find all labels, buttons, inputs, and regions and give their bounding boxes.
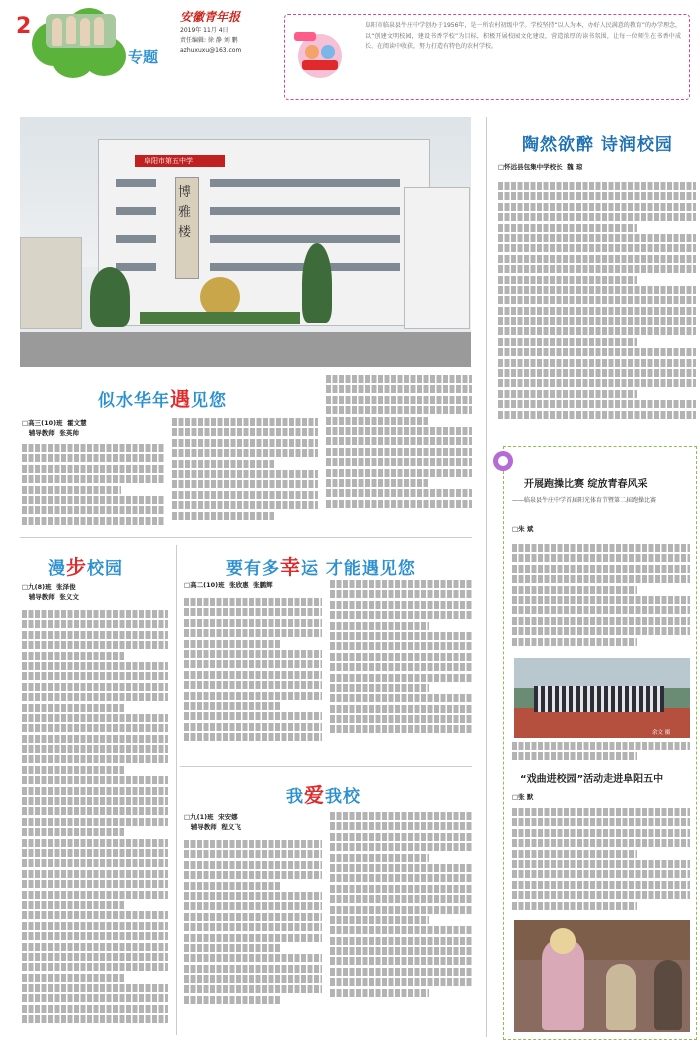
right-article-body: [498, 182, 696, 432]
story-2-author: □张 默: [512, 793, 534, 801]
right-article-title: 陶然欲醉 诗润校园: [522, 135, 673, 155]
opera-performance-photo: [514, 920, 690, 1032]
story-1-author: □朱 斌: [512, 525, 534, 533]
article-4-title: 我爱我校: [286, 783, 361, 807]
article-3-author: □高二(10)班 张欣惠 张鹏辉: [184, 581, 273, 589]
article-2-title: 漫步校园: [48, 555, 123, 579]
article-1-col-2: [172, 418, 318, 528]
section-title: 专题: [128, 48, 159, 66]
story-1-title: 开展跑操比赛 绽放青春风采: [524, 479, 648, 490]
article-4-col-1: [184, 840, 322, 1035]
article-1-author: □高三(10)班 霍文慧 辅导教师 张英帅: [22, 419, 87, 437]
story-2-title: “戏曲进校园”活动走进阜阳五中: [520, 774, 664, 785]
article-2-author: □九(8)班 张泽俊 辅导教师 张义文: [22, 583, 79, 601]
school-building-photo: [20, 117, 471, 367]
article-3-col-2: [330, 580, 472, 758]
issue-date: 2019年 11月 4日: [180, 27, 229, 34]
article-1-col-3: [326, 375, 472, 525]
story-1-subtitle: ——临泉县牛庄中学首届阳光体育节暨第二届跑操比赛: [512, 497, 657, 504]
editor-email: azhuxuxu@163.com: [180, 47, 242, 54]
news-icon: [492, 450, 514, 472]
article-4-author: □九(1)班 宋安娜 辅导教师 程义飞: [184, 813, 241, 831]
article-1-title: 似水华年遇见您: [98, 387, 227, 411]
right-article-author: □怀远县包集中学校长 魏 琼: [498, 163, 583, 171]
school-sign: 阜阳市第五中学: [144, 157, 193, 165]
story-2-body: [512, 808, 690, 916]
photo-caption: 余文 摄: [652, 730, 671, 736]
editor-line: 责任编辑: 徐 静 刘 鹏: [180, 37, 238, 44]
article-4-col-2: [330, 812, 472, 1035]
article-1-col-1: [22, 444, 164, 529]
page-header: [0, 0, 700, 112]
story-1-body: [512, 544, 690, 652]
building-name: 博雅楼: [178, 185, 192, 240]
intro-text: 阜阳市临泉县牛庄中学创办于1956年，是一所农村初级中学。学校坚持“以人为本，办好人民满意的教育”的办学理念，以“创建文明校园，建设书香学校”为目标，积极开展校园文化建设，营造浓厚的读书氛围，让每一位师生在书香中成长、在阅读中收获，努力打造有特色的农村学校。: [365, 22, 681, 50]
article-3-title: 要有多幸运 才能遇见您: [226, 555, 416, 579]
reading-badge-icon: [290, 28, 350, 80]
issue-meta: [180, 26, 241, 56]
running-contest-photo: [514, 658, 690, 738]
newspaper-name: 安徽青年报: [180, 10, 241, 24]
story-1-body-end: [512, 742, 690, 764]
students-photo: [46, 14, 116, 48]
page-number: 2: [16, 14, 32, 39]
article-2-body: [22, 610, 168, 1035]
article-3-col-1: [184, 598, 322, 758]
